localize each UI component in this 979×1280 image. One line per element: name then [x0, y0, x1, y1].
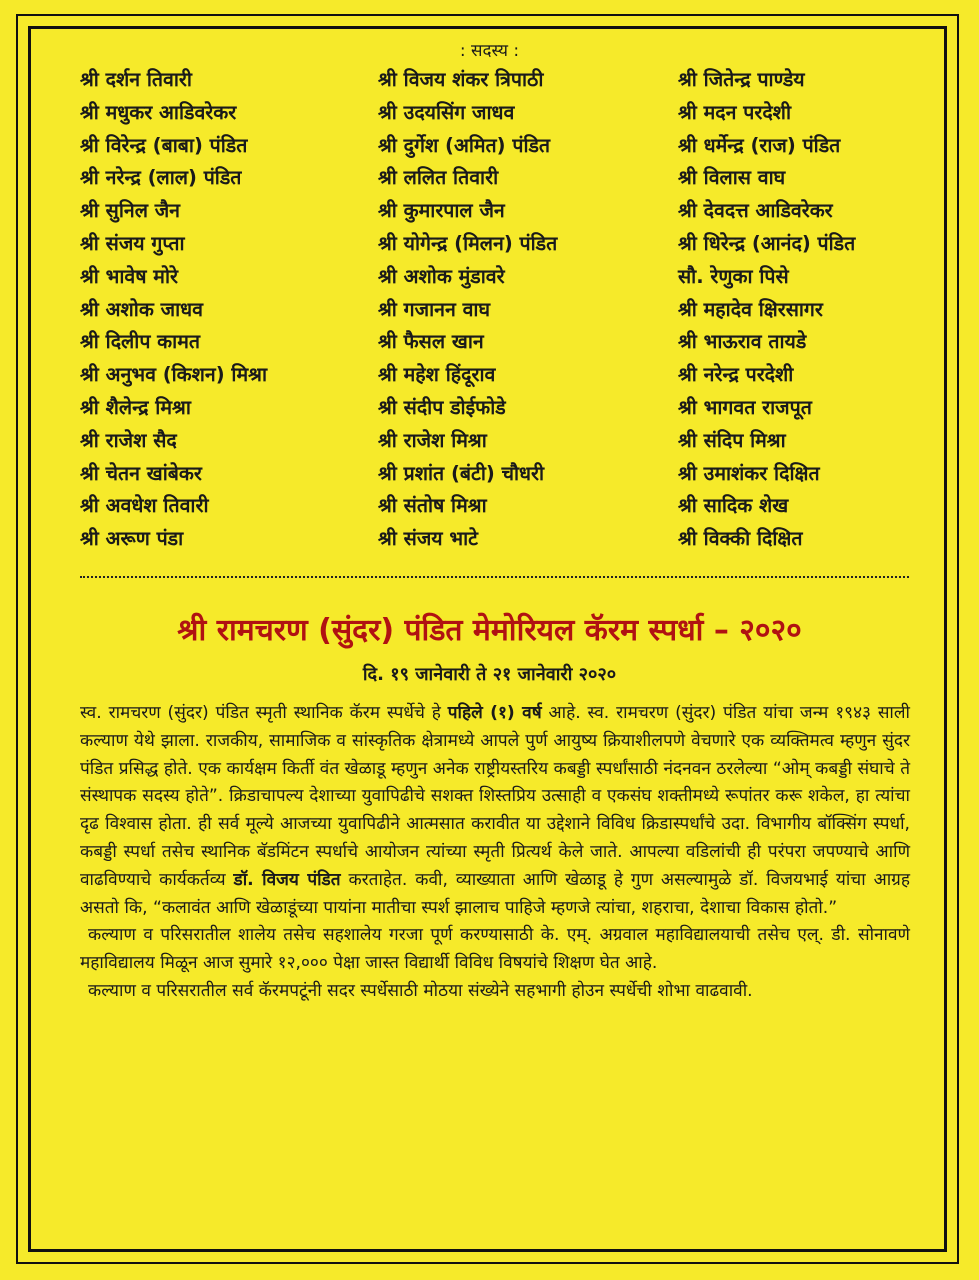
- paragraph-1-text-a: स्व. रामचरण (सुंदर) पंडित स्मृती स्थानिक कॅरम स्पर्धेचे हे: [80, 703, 448, 723]
- members-column-3: [678, 64, 958, 556]
- member-name: श्री महादेव क्षिरसागर: [678, 297, 823, 321]
- event-description: [80, 700, 910, 1006]
- member-name: श्री दर्शन तिवारी: [80, 68, 192, 91]
- member-name: श्री अनुभव (किशन) मिश्रा: [80, 363, 267, 387]
- member-name: श्री दिलीप कामत: [80, 330, 200, 354]
- member-name: श्री उदयसिंग जाधव: [378, 100, 515, 124]
- member-name: श्री फैसल खान: [378, 330, 484, 354]
- member-name: श्री योगेन्द्र (मिलन) पंडित: [378, 231, 558, 255]
- member-name: श्री भागवत राजपूत: [678, 395, 812, 419]
- paragraph-2: कल्याण व परिसरातील शालेय तसेच सहशालेय गरजा पूर्ण करण्यासाठी के. एम्. अग्रवाल महाविद्यालयाची तसेच एल्. डी. सोनावणे महाविद्यालय मिळून आज सुमारे १२,००० पेक्षा जास्त विद्यार्थी विविध विषयांचे शिक्षण घेत आहे.: [80, 925, 910, 974]
- member-name: श्री दुर्गेश (अमित) पंडित: [378, 133, 551, 157]
- member-name: श्री धिरेन्द्र (आनंद) पंडित: [678, 231, 856, 255]
- member-name: श्री संदीप डोईफोडे: [378, 395, 506, 419]
- member-name: श्री विक्की दिक्षित: [678, 527, 803, 551]
- member-name: श्री जितेन्द्र पाण्डेय: [678, 68, 805, 91]
- paragraph-1: [80, 700, 910, 922]
- member-name: सौ. रेणुका पिसे: [678, 264, 789, 288]
- member-name: श्री राजेश सैद: [80, 428, 177, 452]
- member-name: श्री प्रशांत (बंटी) चौधरी: [378, 461, 545, 485]
- member-name: श्री सादिक शेख: [678, 494, 789, 518]
- member-name: श्री अशोक मुंडावरे: [378, 264, 505, 288]
- member-name: श्री संजय भाटे: [378, 527, 478, 551]
- member-name: श्री चेतन खांबेकर: [80, 461, 202, 485]
- member-name: श्री विजय शंकर त्रिपाठी: [378, 68, 544, 91]
- dotted-separator: [80, 576, 909, 578]
- member-name: श्री नरेन्द्र परदेशी: [678, 363, 794, 387]
- member-name: श्री विरेन्द्र (बाबा) पंडित: [80, 133, 248, 157]
- first-year-highlight: पहिले (१) वर्ष: [447, 703, 542, 723]
- member-name: श्री नरेन्द्र (लाल) पंडित: [80, 166, 242, 190]
- paragraph-3: कल्याण व परिसरातील सर्व कॅरमपटूंनी सदर स्पर्धेसाठी मोठया संख्येने सहभागी होउन स्पर्धेची शोभा वाढवावी.: [88, 980, 753, 1001]
- member-name: श्री उमाशंकर दिक्षित: [678, 461, 820, 485]
- member-name: श्री अशोक जाधव: [80, 297, 203, 321]
- member-name: श्री अवधेश तिवारी: [80, 494, 209, 518]
- member-name: श्री मधुकर आडिवरेकर: [80, 100, 237, 124]
- member-name: श्री विलास वाघ: [678, 166, 786, 190]
- paragraph-1-text-b: आहे. स्व. रामचरण (सुंदर) पंडित यांचा जन्म १९४३ साली कल्याण येथे झाला. राजकीय, सामाजिक व सांस्कृतिक क्षेत्रामध्ये आपले पुर्ण आयुष्य क्रियाशीलपणे वेचणारे एक व्यक्तिमत्व म्हणुन सुंदर पंडित प्रसिद्ध होते. एक कार्यक्षम किर्ती वंत खेळाडू म्हणुन अनेक राष्ट्रीयस्तरिय कबड्डी स्पर्धांसाठी नंदनवन ठरलेल्या “ओम् कबड्डी संघाचे ते संस्थापक सदस्य होते”. क्रिडाचापल्य देशाच्या युवापिढीचे सशक्त शिस्तप्रिय उत्साही व एकसंघ शक्तीमध्ये रूपांतर करू शकेल, हा त्यांचा दृढ विश्वास होता. ही सर्व मूल्ये आजच्या युवापिढीने आत्मसात करावीत या उद्देशाने विविध क्रिडास्पर्धांचे उदा. विभागीय बॉक्सिंग स्पर्धा, कबड्डी स्पर्धा तसेच स्थानिक बॅडमिंटन स्पर्धाचे आयोजन त्यांच्या स्मृती प्रित्यर्थ केले जाते. आपल्या वडिलांची ही परंपरा जपण्याचे आणि वाढविण्याचे कार्यकर्तव्य: [80, 703, 910, 890]
- member-name: श्री अरूण पंडा: [80, 527, 184, 551]
- member-name: श्री भाऊराव तायडे: [678, 330, 807, 354]
- member-name: श्री कुमारपाल जैन: [378, 199, 505, 223]
- paragraph-1-text-c: करताहेत. कवी, व्याख्याता आणि खेळाडू हे गुण असल्यामुळे डॉ. विजयभाई यांचा आग्रह असतो कि, “कलावंत आणि खेळाडूंच्या पायांना मातीचा स्पर्श झालाच पाहिजे म्हणजे त्यांचा, शहराचा, देशाचा विकास होतो.”: [80, 869, 910, 918]
- member-name: श्री महेश हिंदूराव: [378, 363, 496, 387]
- member-name: श्री गजानन वाघ: [378, 297, 490, 321]
- member-name: श्री शैलेन्द्र मिश्रा: [80, 395, 191, 419]
- member-name: श्री मदन परदेशी: [678, 100, 791, 124]
- member-name: श्री धर्मेन्द्र (राज) पंडित: [678, 133, 841, 157]
- event-dates: दि. १९ जानेवारी ते २१ जानेवारी २०२०: [362, 664, 617, 685]
- members-column-2: [378, 64, 678, 556]
- member-name: श्री संजय गुप्ता: [80, 231, 185, 255]
- member-name: श्री राजेश मिश्रा: [378, 428, 487, 452]
- dr-vijay-pandit-highlight: डॉ. विजय पंडित: [233, 869, 341, 890]
- member-name: श्री ललित तिवारी: [378, 166, 499, 190]
- members-column-1: [80, 64, 370, 556]
- member-name: श्री भावेष मोरे: [80, 264, 178, 288]
- member-name: श्री संतोष मिश्रा: [378, 494, 487, 518]
- members-heading: : सदस्य :: [459, 41, 520, 61]
- member-name: श्री सुनिल जैन: [80, 199, 181, 223]
- member-name: श्री देवदत्त आडिवरेकर: [678, 199, 833, 223]
- event-title: श्री रामचरण (सुंदर) पंडित मेमोरियल कॅरम स्पर्धा – २०२०: [177, 613, 802, 648]
- member-name: श्री संदिप मिश्रा: [678, 428, 786, 452]
